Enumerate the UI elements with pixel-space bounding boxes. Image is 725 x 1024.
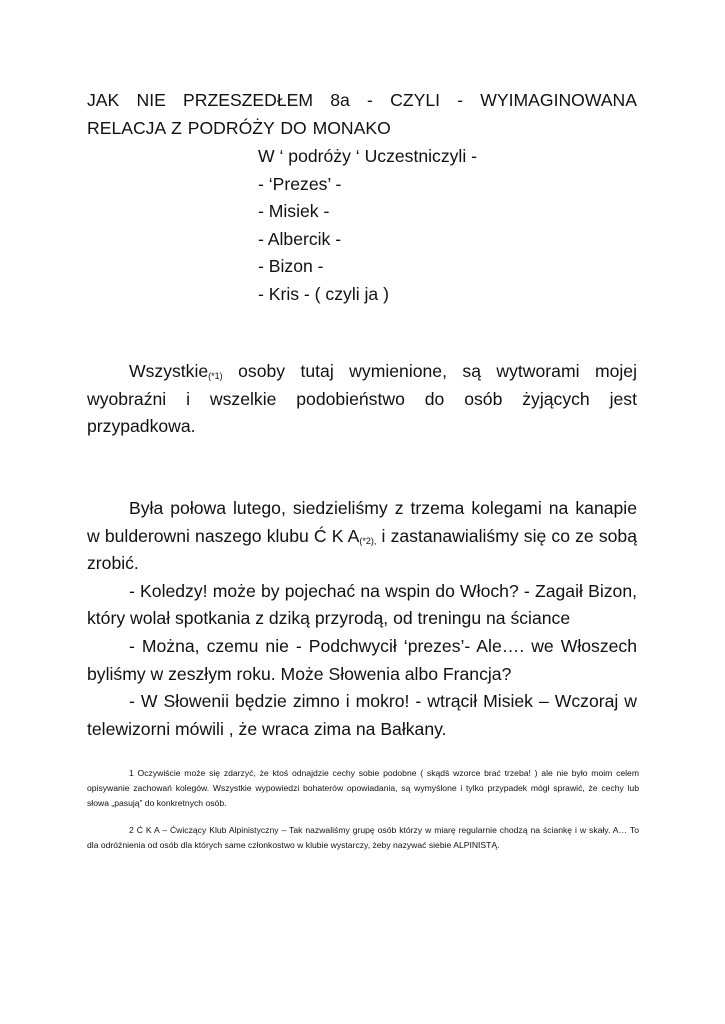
dialog-line: - W Słowenii będzie zimno i mokro! - wtrącił Misiek – Wczoraj w telewizorni mówili , że wraca zima na Bałkany. [87, 691, 637, 739]
dialog-line: - Koledzy! może by pojechać na wspin do Włoch? - Zagaił Bizon, który wolał spotkania z dziką przyrodą, od treningu na ściance [87, 580, 637, 629]
story-section [87, 495, 637, 743]
footnote-marker-2: (*2), [359, 535, 377, 546]
footnote-1: 1 Oczywiście może się zdarzyć, że ktoś odnajdzie cechy sobie podobne ( skądś wzorce brać trzeba! ) ale nie było moim celem opisywanie zachowań kolegów. Wszystkie wypowiedzi bohaterów opowiadania, są wymyślone i tylko przypadek mógł sprawić, że cechy lub słowa „pasują” do konkretnych osób. [87, 768, 639, 809]
participants-list [258, 143, 477, 309]
participant-item: - Misiek - [258, 201, 330, 222]
story-intro-start: Była połowa lutego, siedzieliśmy z trzema kolegami na kanapie w bulderowni naszego klubu Ć K A [87, 498, 637, 546]
disclaimer-text-end: osoby tutaj wymienione, są wytworami mojej wyobraźni i wszelkie podobieństwo do osób żyjących jest przypadkowa. [87, 361, 637, 437]
story-intro-paragraph [87, 495, 637, 578]
document-title: JAK NIE PRZESZEDŁEM 8a - CZYLI - WYIMAGINOWANA RELACJA Z PODRÓŻY DO MONAKO [87, 90, 637, 138]
participant-item: - ‘Prezes’ - [258, 173, 342, 194]
dialog-line: - Można, czemu nie - Podchwycił ‘prezes’- Ale…. we Włoszech byliśmy w zeszłym roku. Może Słowenia albo Francja? [87, 635, 637, 684]
participant-item: - Kris - ( czyli ja ) [258, 283, 389, 304]
disclaimer-paragraph [87, 358, 637, 441]
disclaimer-text-start: Wszystkie [129, 361, 209, 381]
footnote-marker-1: (*1) [208, 371, 223, 381]
story-intro-end: i zastanawialiśmy się co ze sobą zrobić. [87, 525, 637, 574]
participants-heading: W ‘ podróży ‘ Uczestniczyli - [258, 146, 477, 166]
footnote-2: 2 Ć K A – Ćwiczący Klub Alpinistyczny – Tak nazwaliśmy grupę osób którzy w miarę regularnie chodzą na ściankę i w skały. A… To dla odróżnienia od osób dla których same członkostwo w klubie wystarczy, żeby nazywać siebie ALPINISTĄ. [87, 825, 639, 851]
participant-item: - Bizon - [258, 256, 324, 277]
participant-item: - Albercik - [258, 228, 342, 249]
